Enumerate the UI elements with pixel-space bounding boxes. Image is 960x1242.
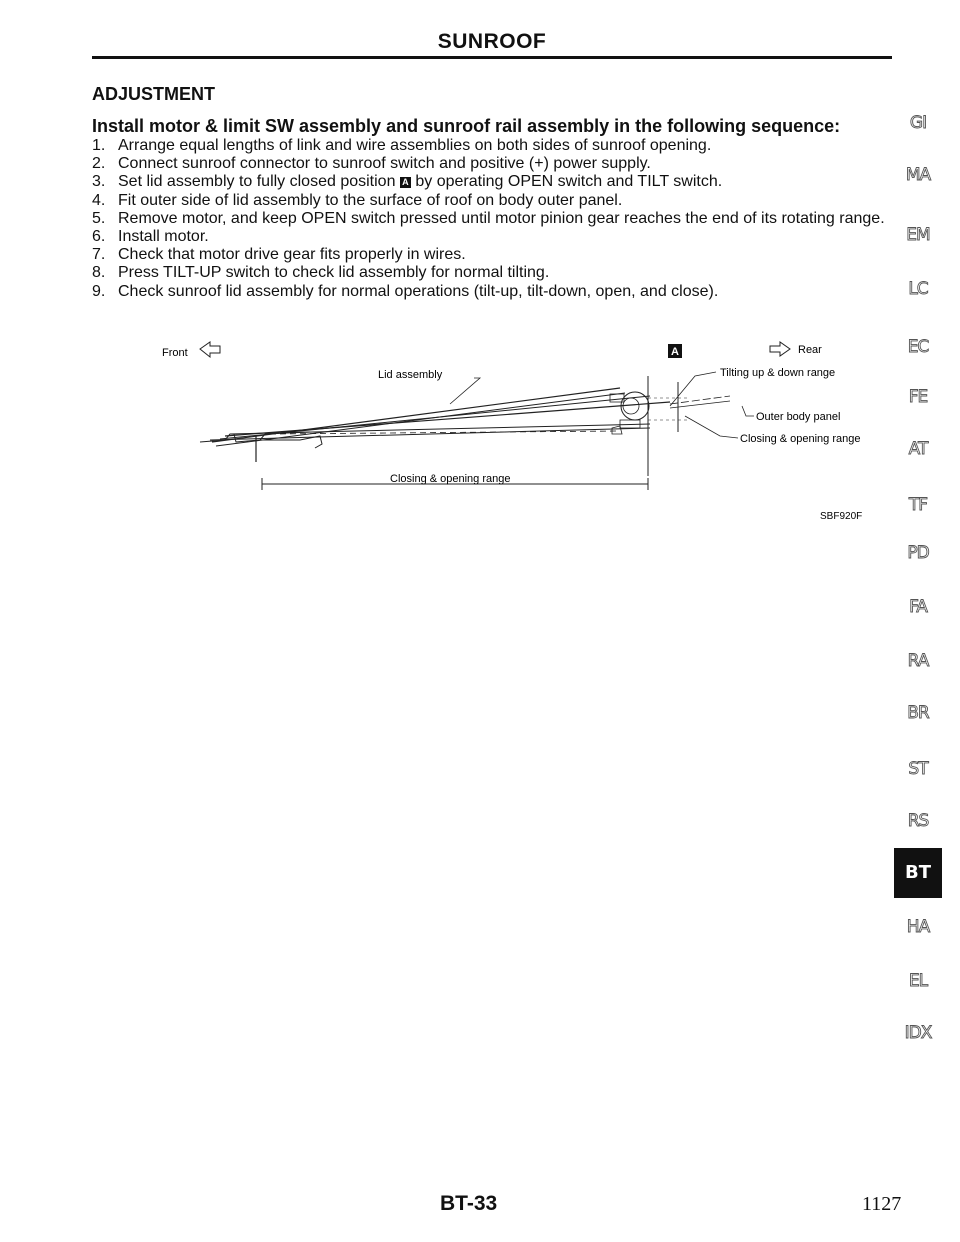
sidebar-tab-br[interactable]: BR: [907, 703, 929, 723]
sidebar-tab-fe[interactable]: FE: [908, 387, 928, 407]
sidebar-tab-ma[interactable]: MA: [905, 165, 931, 185]
page-code: BT-33: [440, 1192, 498, 1215]
sidebar-tab-pd[interactable]: PD: [907, 543, 929, 563]
list-item: [92, 228, 902, 246]
step-number: 6.: [92, 228, 106, 246]
figure-code: SBF920F: [820, 511, 863, 522]
sidebar-tab-st[interactable]: ST: [908, 759, 928, 779]
step-number: 8.: [92, 264, 106, 282]
rear-label: Rear: [798, 344, 822, 356]
closing-range-leader: [685, 416, 738, 438]
page-title: SUNROOF: [437, 30, 547, 53]
list-item: [92, 283, 902, 301]
step-text: Arrange equal lengths of link and wire assemblies on both sides of sunroof opening.: [118, 137, 712, 154]
step-number: 5.: [92, 209, 106, 227]
sidebar-tab-fa[interactable]: FA: [909, 597, 927, 617]
position-a-badge: A: [400, 177, 411, 188]
instruction-lead: Install motor & limit SW assembly and sunroof rail assembly in the following sequence:: [92, 116, 841, 136]
step-number: 9.: [92, 282, 106, 300]
closing-range-bottom-label: Closing & opening range: [390, 473, 511, 485]
step-number: 1.: [92, 137, 106, 154]
step-text: Check sunroof lid assembly for normal operations (tilt-up, tilt-down, open, and close).: [118, 282, 719, 300]
sidebar-tab-ra[interactable]: RA: [907, 651, 929, 671]
sidebar-tab-ha[interactable]: HA: [906, 917, 930, 937]
step-text-part: Set lid assembly to fully closed position: [118, 173, 396, 191]
step-text: [118, 173, 902, 191]
sidebar-tab-el[interactable]: EL: [908, 971, 928, 991]
sidebar-tab-bt[interactable]: BT: [894, 848, 942, 898]
sidebar-tab-at[interactable]: AT: [908, 439, 928, 459]
sidebar-tab-tf[interactable]: TF: [908, 495, 928, 515]
step-number: 3.: [92, 173, 106, 191]
step-number: 2.: [92, 155, 106, 173]
list-item: [92, 264, 902, 282]
sidebar-tab-rs[interactable]: RS: [907, 811, 929, 831]
sidebar-tab-em[interactable]: EM: [906, 225, 930, 245]
step-text: Connect sunroof connector to sunroof switch and positive (+) power supply.: [118, 155, 651, 173]
front-arrow-icon: [200, 342, 220, 357]
sidebar-tab-lc[interactable]: LC: [908, 279, 928, 299]
step-number: 7.: [92, 246, 106, 264]
section-title: ADJUSTMENT: [92, 84, 216, 104]
mechanism-bracket: [612, 426, 622, 434]
rear-arrow-icon: [770, 342, 790, 356]
tilting-range-label: Tilting up & down range: [720, 367, 836, 379]
sidebar-tab-ec[interactable]: EC: [907, 337, 929, 357]
step-text: Press TILT-UP switch to check lid assembly for normal tilting.: [118, 264, 550, 282]
list-item: [92, 137, 902, 155]
step-text: Remove motor, and keep OPEN switch pressed until motor pinion gear reaches the end of its rotating range.: [118, 209, 885, 227]
outer-body-panel-leader: [742, 406, 754, 416]
list-item: [92, 192, 902, 210]
step-text: Install motor.: [118, 228, 209, 246]
step-text: Fit outer side of lid assembly to the surface of roof on body outer panel.: [118, 191, 623, 209]
page-number: 1127: [862, 1193, 902, 1215]
step-number: 4.: [92, 191, 106, 209]
front-label: Front: [162, 347, 188, 359]
list-item: [92, 246, 902, 264]
lid-assembly-label: Lid assembly: [378, 369, 443, 381]
step-list: [92, 137, 902, 301]
closing-range-right-label: Closing & opening range: [740, 433, 861, 445]
position-a-badge-label: A: [671, 346, 679, 358]
tilt-line: [670, 401, 730, 408]
sidebar-tab-idx[interactable]: IDX: [904, 1023, 932, 1043]
lid-assembly-leader: [450, 378, 480, 404]
list-item: [92, 210, 902, 228]
list-item: [92, 173, 902, 191]
step-text-part: by operating OPEN switch and TILT switch.: [415, 173, 723, 191]
tilt-line-dashed: [670, 396, 730, 404]
sidebar-tab-gi[interactable]: GI: [909, 113, 927, 133]
list-item: [92, 155, 902, 173]
outer-body-panel-label: Outer body panel: [756, 411, 841, 423]
header-rule: [92, 56, 892, 59]
sunroof-adjustment-diagram: [150, 336, 890, 526]
step-text: Check that motor drive gear fits properly in wires.: [118, 246, 466, 264]
